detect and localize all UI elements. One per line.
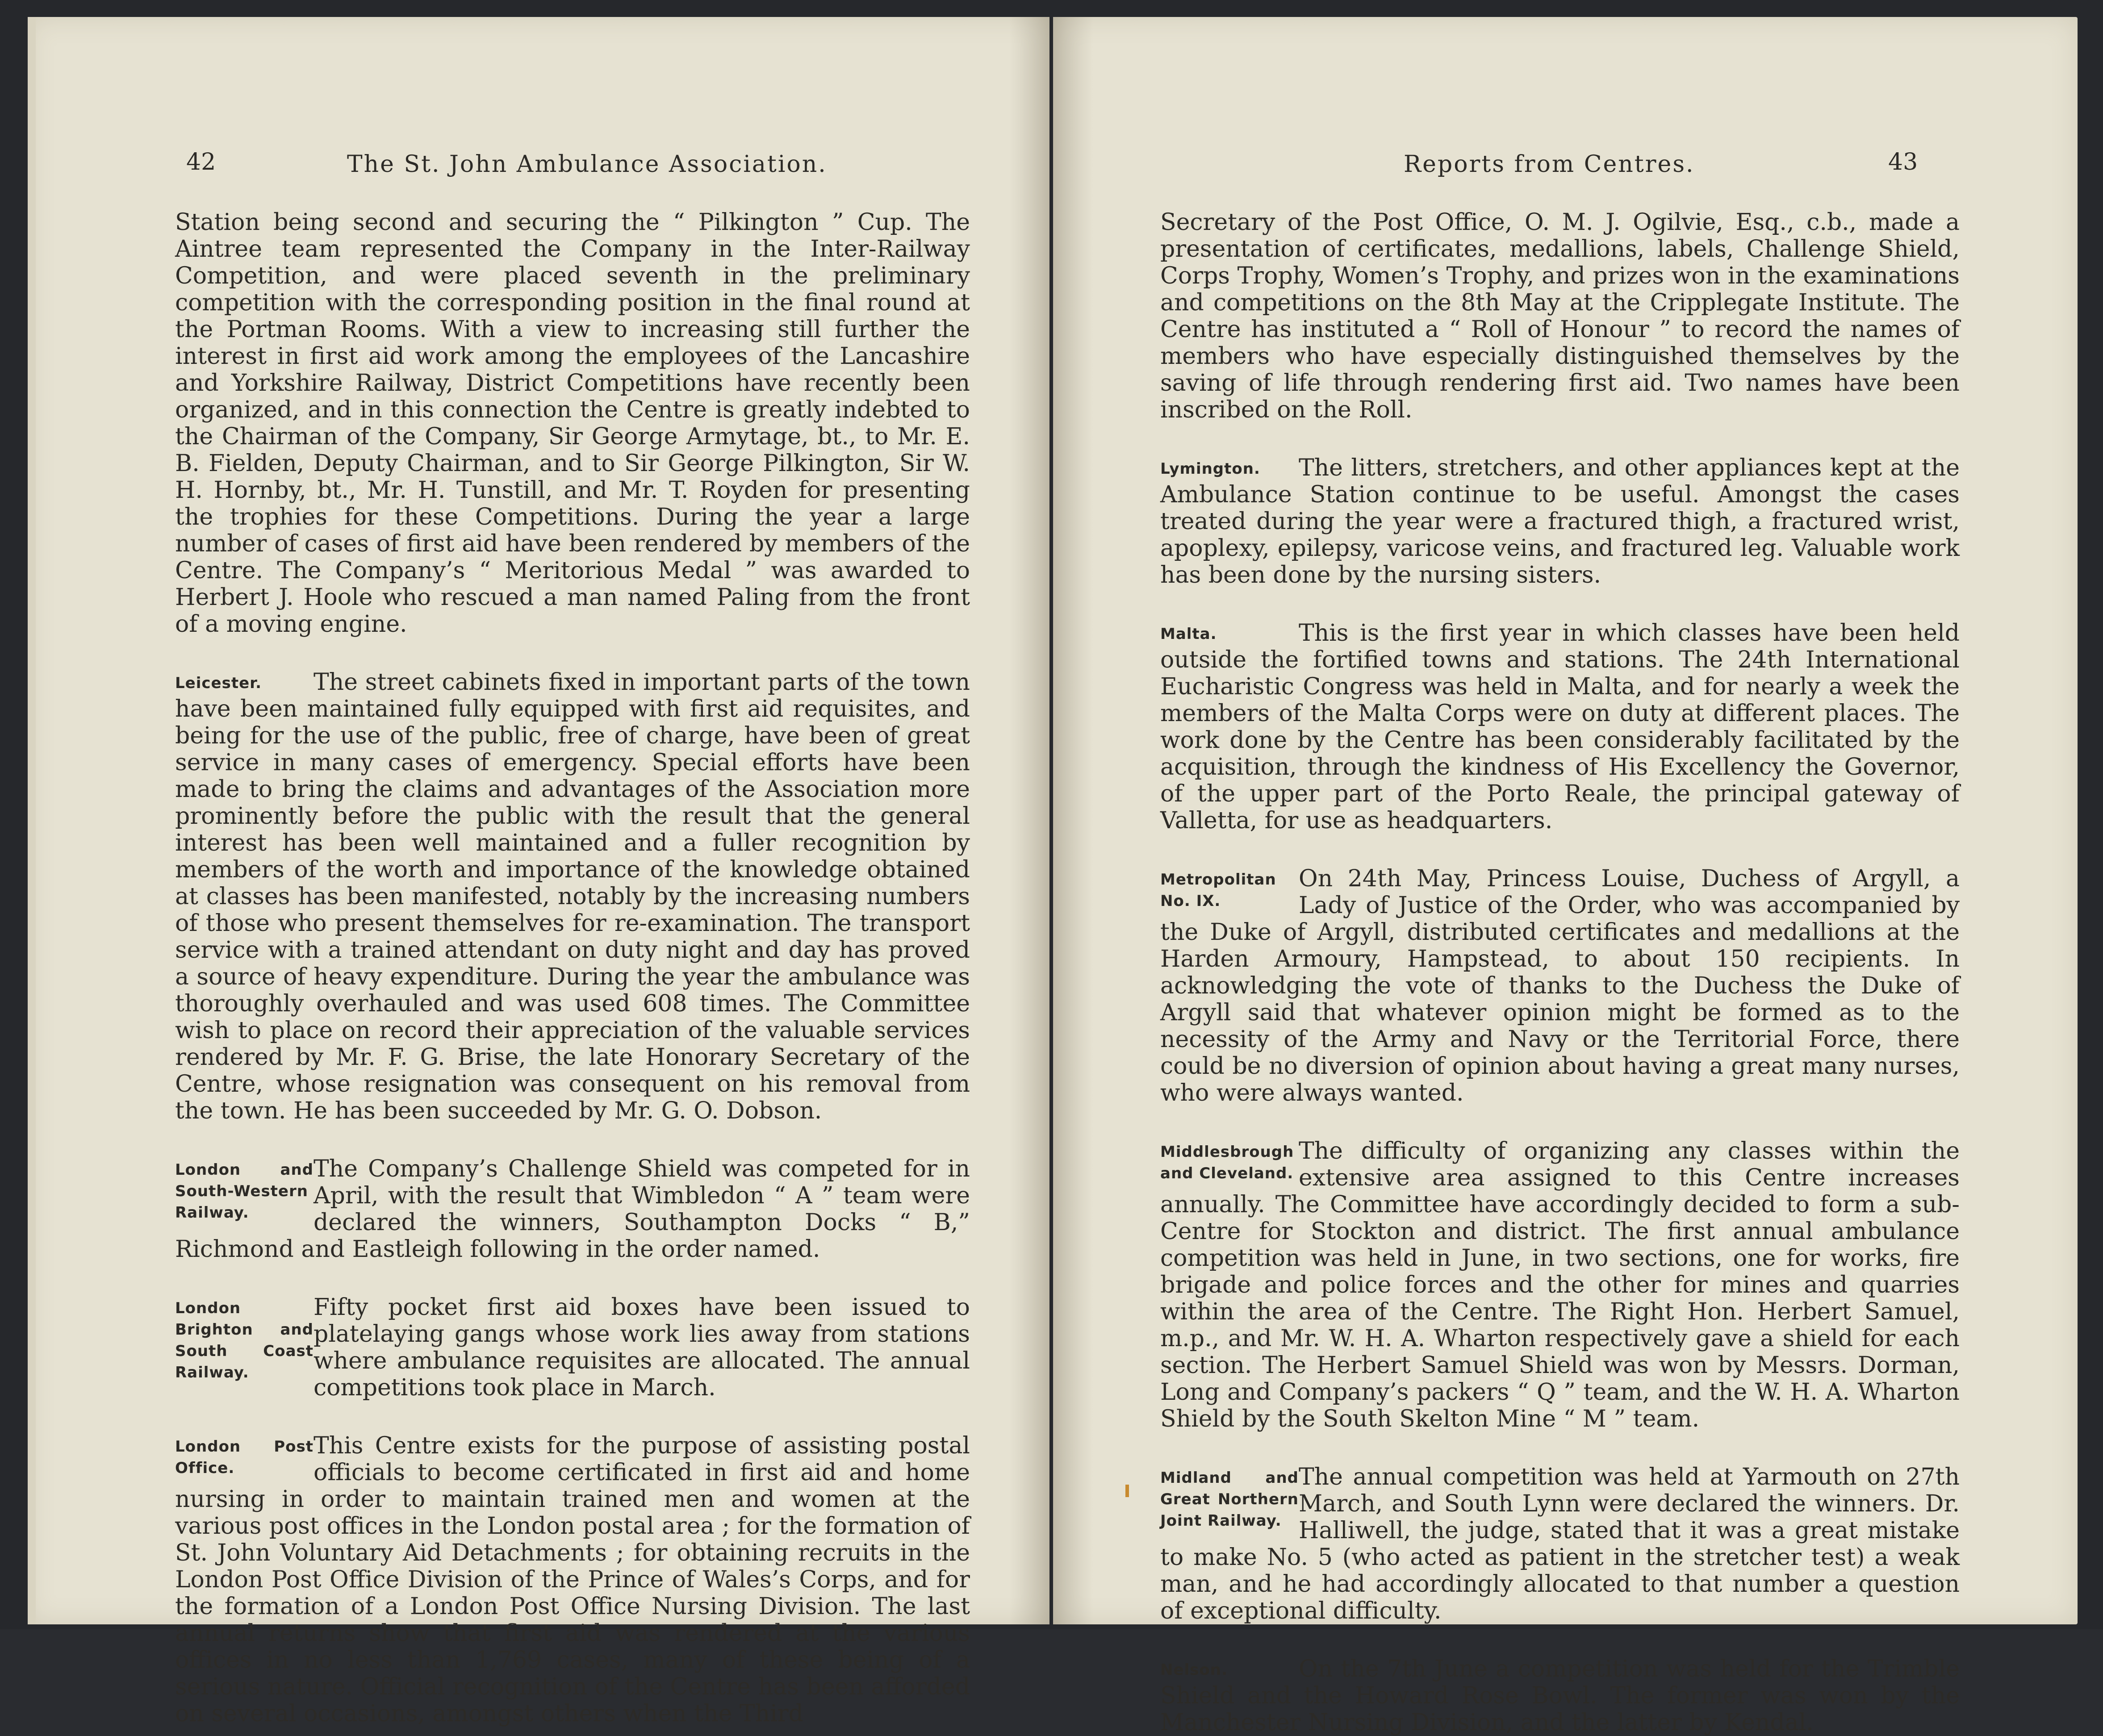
right-text-block <box>1160 209 1960 1736</box>
running-head: Reports from Centres. <box>1404 151 1695 178</box>
centre-text: The difficulty of organizing any classes within the extensive area assigned to this Centre increases annually. The Committee have accordingly decided to form a sub-Centre for Stockton and district. The first annual ambulance competition was held in June, in two sections, one for works, fire brigade and police forces and the other for mines and quarries within the area of the Centre. The Right Hon. Herbert Samuel, m.p., and Mr. W. H. A. Wharton respectively gave a shield for each section. The Herbert Samuel Shield was won by Messrs. Dorman, Long and Company’s packers “ Q ” team, and the W. H. A. Wharton Shield by the South Skelton Mine “ M ” team. <box>1160 1138 1960 1432</box>
centre-entry <box>1160 1138 1960 1432</box>
centre-heading: Middlesbrough and Cleveland. <box>1160 1143 1294 1182</box>
centre-heading: Midland and Great Northern Joint Railway. <box>1160 1469 1299 1530</box>
centre-entry <box>1160 455 1960 588</box>
centre-text: The Company’s Challenge Shield was competed for in April, with the result that Wimbledon “ A ” team were declared the winners, Southampton Docks “ B,” Richmond and Eastleigh following in the order named. <box>175 1156 970 1263</box>
gutter-shadow <box>1009 17 1049 1624</box>
centre-entry <box>175 1294 970 1401</box>
centre-text: The litters, stretchers, and other appliances kept at the Ambulance Station continue to be useful. Amongst the cases treated during the year were a fractured thigh, a fractured wrist, apoplexy, epilepsy, varicose veins, and fractured leg. Valuable work has been done by the nursing sisters. <box>1160 455 1960 588</box>
centre-text: This Centre exists for the purpose of assisting postal officials to become certificated in first aid and home nursing in order to maintain trained men and women at the various post offices in the London postal area ; for the formation of St. John Voluntary Aid Detachments ; for obtaining recruits in the London Post Office Division of the Prince of Wales’s Corps, and for the formation of a London Post Office Nursing Division. The last annual returns show that first aid was rendered at the various offices in no less than 1,769 cases, many of these being of a serious nature. Official recognition of the Centre has been afforded on several occasions, amongst others when the Third <box>175 1432 970 1727</box>
gutter-shadow <box>1053 17 1093 1624</box>
centre-entry <box>175 1156 970 1263</box>
centre-text: On the 7th June a competition was held for the Trimble Shield and the Howard Rose Bowl. The former was won by the Manchester Nursing Division, and the latter by Kendal. <box>1160 1656 1960 1736</box>
centre-heading: Metropolitan No. IX. <box>1160 871 1276 910</box>
centre-heading: Lymington. <box>1160 460 1260 478</box>
centre-heading: Malta. <box>1160 625 1217 643</box>
centre-text: The annual competition was held at Yarmouth on 27th March, and South Lynn were declared the winners. Dr. Halliwell, the judge, stated that it was a great mistake to make No. 5 (who acted as patient in the stretcher test) a weak man, and he had accordingly allocated to that number a question of exceptional difficulty. <box>1160 1464 1960 1624</box>
centre-text: This is the first year in which classes have been held outside the fortified towns and stations. The 24th International Eucharistic Congress was held in Malta, and for nearly a week the members of the Malta Corps were on duty at different places. The work done by the Centre has been considerably facilitated by the acquisition, through the kindness of His Excellency the Governor, of the upper part of the Porto Reale, the principal gateway of Valletta, for use as headquarters. <box>1160 620 1960 834</box>
centre-entry <box>1160 1656 1960 1736</box>
centre-entry <box>175 669 970 1124</box>
left-page <box>28 17 1049 1727</box>
centre-heading: Leicester. <box>175 674 262 692</box>
centre-entry <box>175 1432 970 1727</box>
page-edge <box>28 17 36 1624</box>
opening-paragraph: Secretary of the Post Office, O. M. J. Ogilvie, Esq., c.b., made a presentation of certificates, medallions, labels, Challenge Shield, Corps Trophy, Women’s Trophy, and prizes won in the examinations and competitions on the 8th May at the Cripplegate Institute. The Centre has instituted a “ Roll of Honour ” to record the names of members who have especially distinguished themselves by the saving of life through rendering first aid. Two names have been inscribed on the Roll. <box>1160 209 1960 423</box>
centre-heading: London Brighton and South Coast Railway. <box>175 1299 314 1381</box>
running-head: The St. John Ambulance Association. <box>347 151 827 178</box>
centre-entry <box>1160 865 1960 1106</box>
centre-entry <box>1160 620 1960 834</box>
left-text-block <box>175 209 970 1727</box>
opening-paragraph: Station being second and securing the “ Pilkington ” Cup. The Aintree team represented the Company in the Inter-Railway Competition, and were placed seventh in the preliminary competition with the corresponding position in the final round at the Portman Rooms. With a view to increasing still further the interest in first aid work among the employees of the Lancashire and Yorkshire Railway, District Competitions have recently been organized, and in this connection the Centre is greatly indebted to the Chairman of the Company, Sir George Armytage, bt., to Mr. E. B. Fielden, Deputy Chairman, and to Sir George Pilkington, Sir W. H. Hornby, bt., Mr. H. Tunstill, and Mr. T. Royden for presenting the trophies for these Competitions. During the year a large number of cases of first aid have been rendered by members of the Centre. The Company’s “ Meritorious Medal ” was awarded to Herbert J. Hoole who rescued a man named Paling from the front of a moving engine. <box>175 209 970 638</box>
centre-text: The street cabinets fixed in important parts of the town have been maintained fully equipped with first aid requisites, and being for the use of the public, free of charge, have been of great service in many cases of emergency. Special efforts have been made to bring the claims and advantages of the Association more prominently before the public with the result that the general interest has been well maintained and a fuller recognition by members of the worth and importance of the knowledge obtained at classes has been manifested, notably by the increasing numbers of those who present themselves for re-examination. The transport service with a trained attendant on duty night and day has proved a source of heavy expenditure. During the year the ambulance was thoroughly overhauled and was used 608 times. The Committee wish to place on record their appreciation of the valuable services rendered by Mr. F. G. Brise, the late Honorary Secretary of the Centre, whose resignation was consequent on his removal from the town. He has been succeeded by Mr. G. O. Dobson. <box>175 669 970 1124</box>
page-number: 42 <box>186 149 216 175</box>
centre-text: Fifty pocket first aid boxes have been issued to platelaying gangs whose work lies away from stations where ambulance requisites are allocated. The annual competitions took place in March. <box>314 1294 970 1401</box>
centre-text: On 24th May, Princess Louise, Duchess of Argyll, a Lady of Justice of the Order, who was accompanied by the Duke of Argyll, distributed certificates and medallions at the Harden Armoury, Hampstead, to about 150 recipients. In acknowledging the vote of thanks to the Duchess the Duke of Argyll said that whatever opinion might be formed as to the necessity of the Army and Navy or the Territorial Force, there could be no diversion of opinion about having a great many nurses, who were always wanted. <box>1160 865 1960 1106</box>
centre-heading: London Post Office. <box>175 1438 314 1477</box>
centre-heading: Nelson. <box>1160 1661 1228 1679</box>
centre-heading: London and South-Western Railway. <box>175 1161 314 1222</box>
page-mark <box>1125 1485 1129 1497</box>
centre-entry <box>1160 1464 1960 1624</box>
page-number: 43 <box>1888 149 1918 175</box>
right-page <box>1053 17 2078 1736</box>
